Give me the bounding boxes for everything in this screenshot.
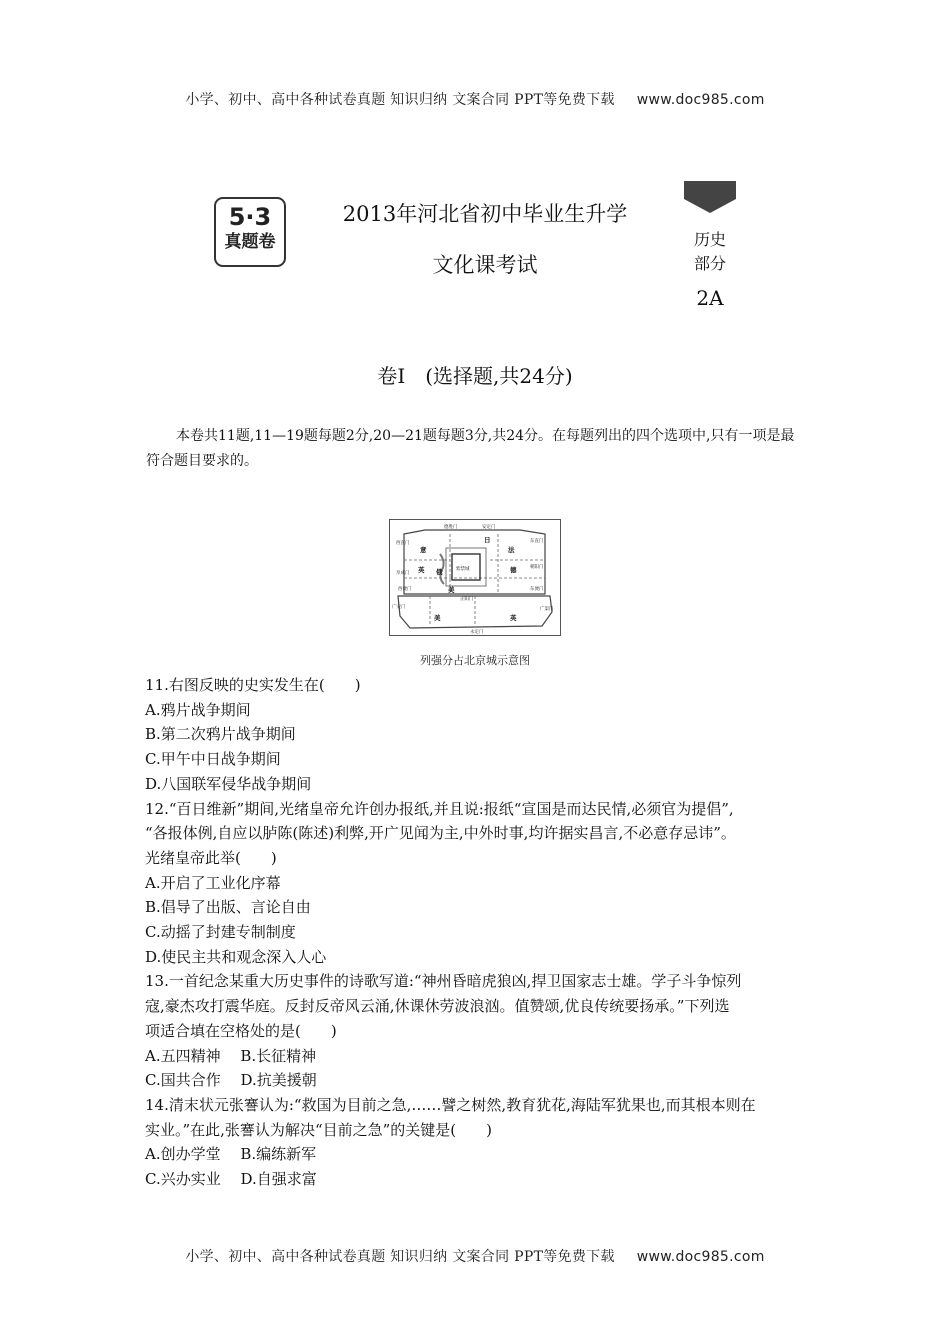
option-d: D.使民主共和观念深入人心 (145, 947, 327, 966)
zone-label: 日 (484, 536, 491, 544)
zone-label: 意 (420, 546, 427, 554)
gate-label: 正阳门 (460, 597, 474, 602)
question-14 (145, 1093, 810, 1192)
footer-url[interactable]: www.doc985.com (636, 1249, 765, 1265)
53-logo (214, 197, 286, 267)
tag-arrow-icon (684, 181, 736, 213)
gate-label: 东直门 (530, 539, 544, 544)
options-ab: A.五四精神 B.长征精神 (145, 1046, 317, 1065)
question-list (145, 673, 810, 1192)
question-12 (145, 797, 810, 970)
option-d: D.八国联军侵华战争期间 (145, 774, 312, 793)
question-stem: 11.右图反映的史实发生在( ) (145, 676, 361, 694)
zone-label: 英 (418, 566, 425, 574)
zone-label: 法 (508, 546, 515, 554)
option-b: B.第二次鸦片战争期间 (145, 725, 296, 744)
gate-label: 广安门 (392, 605, 406, 610)
gate-label: 东便门 (530, 587, 544, 592)
gate-label: 德胜门 (444, 525, 458, 530)
options-ab: A.创办学堂 B.编练新军 (145, 1145, 317, 1164)
gate-label: 永定门 (470, 630, 484, 635)
question-stem: 光绪皇帝此举( ) (145, 848, 277, 867)
page-header (0, 89, 950, 109)
option-a: A.开启了工业化序幕 (145, 873, 281, 892)
logo-line1: 5·3 (228, 203, 272, 231)
option-c: C.动摇了封建专制制度 (145, 923, 296, 942)
zone-label: 英 (510, 614, 517, 622)
subject-tag (684, 181, 736, 217)
gate-label: 阜成门 (396, 571, 410, 576)
gate-label: 安定门 (482, 525, 496, 530)
logo-line2: 真题卷 (224, 232, 276, 252)
instructions: 本卷共11题,11—19题每题2分,20—21题每题3分,共24分。在每题列出的四个选项中,只有一项是最符合题目要求的。 (146, 428, 795, 469)
exam-title-line2: 文化课考试 (432, 253, 538, 277)
zone-label: 俄 (436, 568, 443, 576)
question-stem: “各报体例,自应以胪陈(陈述)利弊,开广见闻为主,中外时事,均许据实昌言,不必意存忌讳”。 (145, 824, 736, 843)
question-13 (145, 969, 810, 1093)
beijing-map-figure (389, 519, 561, 636)
question-stem: 项适合填在空格处的是( ) (145, 1021, 337, 1040)
zone-label: 美 (434, 614, 441, 622)
question-stem: 14.清末状元张謇认为:“救国为目前之急,……譬之树然,教育犹花,海陆军犹果也,而其根本则在 (145, 1095, 756, 1114)
inner-city-wall (404, 530, 545, 594)
paper-code: 2A (696, 286, 724, 310)
forbidden-city-label: 紫禁城 (456, 567, 470, 572)
gate-label: 朝阳门 (530, 565, 544, 570)
subject-tag-line1: 历史 (693, 230, 726, 249)
exam-title-line1: 2013年河北省初中毕业生升学 (342, 202, 628, 226)
question-11 (145, 673, 810, 797)
option-a: A.鸦片战争期间 (145, 700, 251, 719)
subject-tag-line2: 部分 (693, 254, 726, 273)
section-title: 卷Ⅰ (选择题,共24分) (377, 364, 573, 388)
header-text: 小学、初中、高中各种试卷真题 知识归纳 文案合同 PPT等免费下载 (185, 92, 615, 108)
gate-label: 广渠门 (540, 607, 554, 612)
options-cd: C.国共合作 D.抗美援朝 (145, 1071, 317, 1090)
figure-caption: 列强分占北京城示意图 (420, 654, 530, 667)
options-cd: C.兴办实业 D.自强求富 (145, 1170, 317, 1189)
question-stem: 实业。”在此,张謇认为解决“目前之急”的关键是( ) (145, 1120, 492, 1139)
header-url[interactable]: www.doc985.com (636, 92, 765, 108)
footer-text: 小学、初中、高中各种试卷真题 知识归纳 文案合同 PPT等免费下载 (185, 1249, 615, 1265)
option-c: C.甲午中日战争期间 (145, 750, 281, 769)
gate-label: 西直门 (396, 541, 410, 546)
question-stem: 13.一首纪念某重大历史事件的诗歌写道:“神州昏暗虎狼凶,捍卫国家志士雄。学子斗争惊列 (145, 972, 742, 991)
zone-label: 德 (510, 566, 517, 574)
question-stem: 12.“百日维新”期间,光绪皇帝允许创办报纸,并且说:报纸“宣国是而达民情,必须官为提倡”, (145, 799, 734, 818)
zone-label: 美 (448, 586, 455, 594)
question-stem: 寇,豪杰攻打震华庭。反封反帝风云涌,休课休劳波浪汹。值赞颂,优良传统要扬承。”下列选 (145, 997, 730, 1016)
option-b: B.倡导了出版、言论自由 (145, 898, 311, 917)
page-footer (0, 1246, 950, 1266)
gate-label: 西便门 (398, 587, 412, 592)
